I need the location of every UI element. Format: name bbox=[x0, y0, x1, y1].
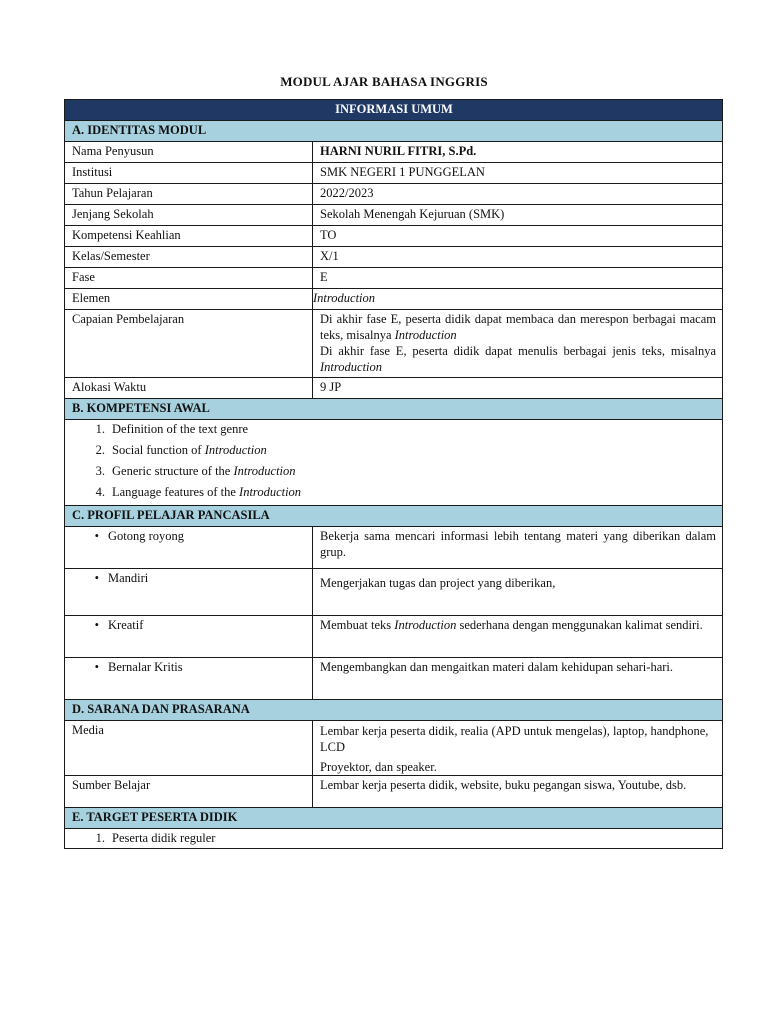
row-value: X/1 bbox=[313, 247, 723, 268]
bullet-icon: • bbox=[94, 529, 99, 543]
section-a-row bbox=[65, 121, 723, 142]
profil-desc-text: Mengerjakan tugas dan project yang diberikan, bbox=[320, 576, 556, 590]
row-value: HARNI NURIL FITRI, S.Pd. bbox=[313, 142, 723, 163]
profil-row bbox=[65, 616, 723, 658]
row-label: Fase bbox=[65, 268, 313, 289]
profil-label-cell bbox=[65, 569, 313, 616]
table-row bbox=[65, 378, 723, 399]
capaian-text-2: Di akhir fase E, peserta didik dapat menulis berbagai jenis teks, misalnya bbox=[320, 344, 717, 358]
document-title: MODUL AJAR BAHASA INGGRIS bbox=[280, 74, 488, 89]
row-value: 2022/2023 bbox=[313, 184, 723, 205]
sumber-value: Lembar kerja peserta didik, website, buku pegangan siswa, Youtube, dsb. bbox=[313, 776, 723, 808]
list-number: 3. bbox=[95, 464, 105, 478]
list-emphasis: Introduction bbox=[239, 485, 302, 499]
capaian-paragraph-1 bbox=[320, 311, 716, 343]
table-row bbox=[65, 163, 723, 184]
sumber-label: Sumber Belajar bbox=[65, 776, 313, 808]
module-table bbox=[64, 99, 723, 849]
list-item bbox=[65, 830, 716, 846]
profil-label-cell bbox=[65, 658, 313, 700]
row-label: Kompetensi Keahlian bbox=[65, 226, 313, 247]
bullet-icon: • bbox=[94, 618, 99, 632]
list-number: 4. bbox=[95, 485, 105, 499]
profil-desc bbox=[313, 569, 723, 616]
media-label: Media bbox=[65, 721, 313, 776]
target-list-row bbox=[65, 829, 723, 849]
row-label: Kelas/Semester bbox=[65, 247, 313, 268]
section-c-heading: C. PROFIL PELAJAR PANCASILA bbox=[65, 506, 723, 527]
row-value: E bbox=[313, 268, 723, 289]
table-row bbox=[65, 289, 723, 310]
row-label: Institusi bbox=[65, 163, 313, 184]
row-value: SMK NEGERI 1 PUNGGELAN bbox=[313, 163, 723, 184]
list-item bbox=[65, 484, 716, 505]
list-number: 2. bbox=[95, 443, 105, 457]
row-value: TO bbox=[313, 226, 723, 247]
profil-label: Gotong royong bbox=[108, 529, 185, 543]
section-e-row bbox=[65, 808, 723, 829]
bullet-icon: • bbox=[94, 660, 99, 674]
kompetensi-list bbox=[65, 421, 716, 505]
banner-informasi-umum: INFORMASI UMUM bbox=[65, 100, 723, 121]
section-d-heading: D. SARANA DAN PRASARANA bbox=[65, 700, 723, 721]
row-value: 9 JP bbox=[313, 378, 723, 399]
list-number: 1. bbox=[95, 422, 105, 436]
capaian-emphasis-2: Introduction bbox=[320, 360, 383, 374]
profil-desc: Bekerja sama mencari informasi lebih tentang materi yang diberikan dalam grup. bbox=[313, 527, 723, 569]
list-text: Social function of bbox=[112, 443, 205, 457]
media-row bbox=[65, 721, 723, 776]
list-text: Definition of the text genre bbox=[112, 422, 249, 436]
media-line-1: Lembar kerja peserta didik, realia (APD untuk mengelas), laptop, handphone, LCD bbox=[320, 724, 709, 754]
profil-label: Bernalar Kritis bbox=[108, 660, 183, 674]
table-row bbox=[65, 142, 723, 163]
section-d-row bbox=[65, 700, 723, 721]
capaian-value bbox=[313, 310, 723, 378]
profil-desc-emphasis: Introduction bbox=[394, 618, 457, 632]
capaian-paragraph-2 bbox=[320, 343, 716, 375]
list-text: Generic structure of the bbox=[112, 464, 234, 478]
list-item bbox=[65, 463, 716, 484]
list-emphasis: Introduction bbox=[233, 464, 296, 478]
target-list-cell bbox=[65, 829, 723, 849]
media-line-2: Proyektor, dan speaker. bbox=[320, 760, 437, 774]
list-emphasis: Introduction bbox=[204, 443, 267, 457]
table-row bbox=[65, 184, 723, 205]
section-b-row bbox=[65, 399, 723, 420]
table-row bbox=[65, 205, 723, 226]
row-label: Alokasi Waktu bbox=[65, 378, 313, 399]
sumber-row bbox=[65, 776, 723, 808]
bullet-icon: • bbox=[94, 571, 99, 585]
profil-label: Mandiri bbox=[108, 571, 149, 585]
profil-label-cell bbox=[65, 527, 313, 569]
profil-desc bbox=[313, 616, 723, 658]
section-e-heading: E. TARGET PESERTA DIDIK bbox=[65, 808, 723, 829]
row-label: Elemen bbox=[65, 289, 313, 310]
media-value bbox=[313, 721, 723, 776]
profil-row bbox=[65, 569, 723, 616]
profil-label: Kreatif bbox=[108, 618, 144, 632]
capaian-emphasis-1: Introduction bbox=[394, 328, 457, 342]
table-row bbox=[65, 247, 723, 268]
list-text: Language features of the bbox=[112, 485, 240, 499]
table-row bbox=[65, 268, 723, 289]
profil-label-cell bbox=[65, 616, 313, 658]
list-number: 1. bbox=[95, 831, 105, 845]
row-label: Jenjang Sekolah bbox=[65, 205, 313, 226]
capaian-label: Capaian Pembelajaran bbox=[65, 310, 313, 378]
capaian-text-1: Di akhir fase E, peserta didik dapat membaca dan merespon berbagai macam teks, misalnya bbox=[320, 312, 717, 342]
list-item bbox=[65, 421, 716, 442]
table-row bbox=[65, 226, 723, 247]
profil-desc-text: Membuat teks bbox=[320, 618, 395, 632]
row-label: Nama Penyusun bbox=[65, 142, 313, 163]
list-text: Peserta didik reguler bbox=[112, 831, 216, 845]
kompetensi-list-row bbox=[65, 420, 723, 506]
row-value: Introduction bbox=[313, 289, 723, 310]
kompetensi-list-cell bbox=[65, 420, 723, 506]
section-b-heading: B. KOMPETENSI AWAL bbox=[65, 399, 723, 420]
section-a-heading: A. IDENTITAS MODUL bbox=[65, 121, 723, 142]
banner-row bbox=[65, 100, 723, 121]
profil-row bbox=[65, 527, 723, 569]
row-label: Tahun Pelajaran bbox=[65, 184, 313, 205]
list-item bbox=[65, 442, 716, 463]
profil-desc: Mengembangkan dan mengaitkan materi dalam kehidupan sehari-hari. bbox=[313, 658, 723, 700]
capaian-row bbox=[65, 310, 723, 378]
profil-desc-text: sederhana dengan menggunakan kalimat sendiri. bbox=[456, 618, 703, 632]
profil-row bbox=[65, 658, 723, 700]
row-value: Sekolah Menengah Kejuruan (SMK) bbox=[313, 205, 723, 226]
section-c-row bbox=[65, 506, 723, 527]
